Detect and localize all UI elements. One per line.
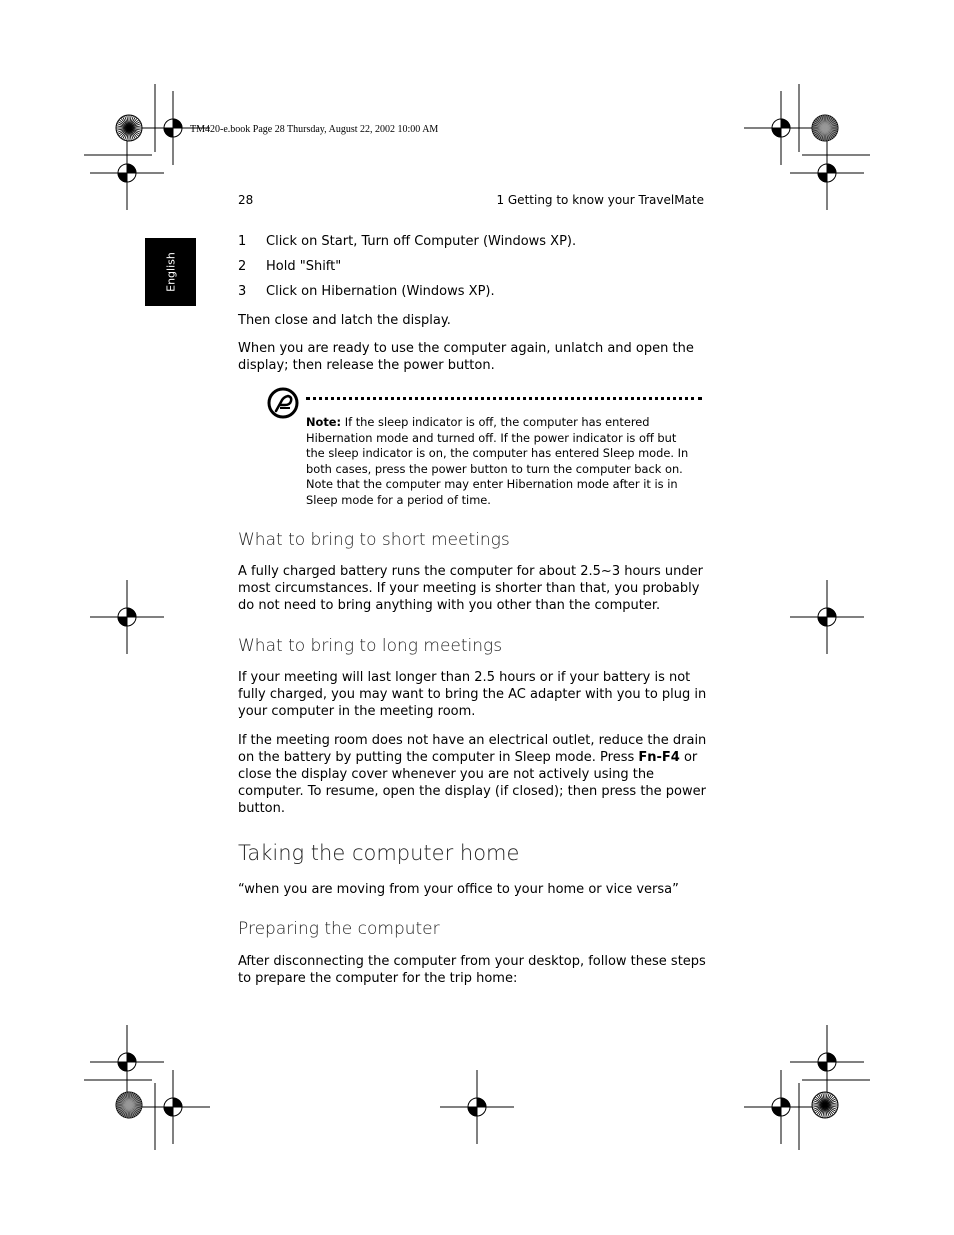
registration-mark [136, 1070, 210, 1144]
heading-taking-home: Taking the computer home [238, 841, 520, 865]
star-target-mark [116, 115, 142, 141]
text-span: If the meeting room does not have an electrical outlet, reduce the drain on the battery by putting the computer in Sleep mode. Press [238, 733, 707, 765]
print-slug: TM420-e.book Page 28 Thursday, August 22, 2002 10:00 AM [190, 124, 439, 135]
running-header: 1 Getting to know your TravelMate [496, 193, 704, 207]
paragraph-preparing: After disconnecting the computer from your desktop, follow these steps to prepare the computer for the trip home: [238, 954, 706, 986]
note-text [306, 415, 696, 509]
quote-text: “when you are moving from your office to your home or vice versa” [238, 882, 679, 897]
heading-short-meetings: What to bring to short meetings [238, 530, 510, 550]
step-number: 3 [238, 284, 247, 299]
page-number: 28 [238, 193, 254, 207]
star-target-mark [116, 1092, 142, 1118]
step-text: Click on Hibernation (Windows XP). [266, 284, 495, 299]
registration-mark [744, 91, 818, 165]
registration-mark [790, 580, 864, 654]
paragraph-long-meetings-2 [238, 732, 708, 817]
note-label: Note: [306, 415, 342, 429]
note-icon [266, 386, 300, 420]
registration-mark [90, 136, 164, 210]
key-combo: Fn-F4 [638, 750, 680, 765]
registration-mark [440, 1070, 514, 1144]
list-item [238, 234, 576, 249]
step-number: 2 [238, 259, 247, 274]
heading-long-meetings: What to bring to long meetings [238, 636, 503, 656]
star-target-mark [812, 1092, 838, 1118]
note-body: If the sleep indicator is off, the computer has entered Hibernation mode and turned off. If the power indicator is off but the sleep indicator is on, the computer has entered Sleep mode. In both cases, press the power button to turn the computer back on. Note that the computer may enter Hibernation mode after it is in Sleep mode for a period of time. [306, 415, 689, 507]
paragraph-ready: When you are ready to use the computer again, unlatch and open the display; then release the power button. [238, 341, 694, 373]
registration-mark [790, 1025, 864, 1099]
list-item [238, 284, 495, 299]
step-text: Click on Start, Turn off Computer (Windows XP). [266, 234, 577, 249]
language-tab [145, 238, 196, 306]
registration-mark [90, 580, 164, 654]
text-span: or close the display cover whenever you are not actively using the computer. To resume, open the display (if closed); then press the power button. [238, 750, 706, 816]
registration-mark [790, 136, 864, 210]
list-item [238, 259, 341, 274]
step-text: Hold "Shift" [266, 259, 342, 274]
heading-preparing: Preparing the computer [238, 919, 440, 939]
note-divider [306, 397, 702, 400]
paragraph-long-meetings-1: If your meeting will last longer than 2.5 hours or if your battery is not fully charged, you may want to bring the AC adapter with you to plug in your computer in the meeting room. [238, 670, 707, 719]
registration-mark [744, 1070, 818, 1144]
registration-mark [90, 1025, 164, 1099]
paragraph-close: Then close and latch the display. [238, 313, 451, 328]
star-target-mark [812, 115, 838, 141]
paragraph-short-meetings: A fully charged battery runs the computer for about 2.5~3 hours under most circumstances. If your meeting is shorter than that, you probably do not need to bring anything with you other than the computer. [238, 564, 703, 613]
language-tab-label: English [164, 252, 177, 292]
step-number: 1 [238, 234, 247, 249]
